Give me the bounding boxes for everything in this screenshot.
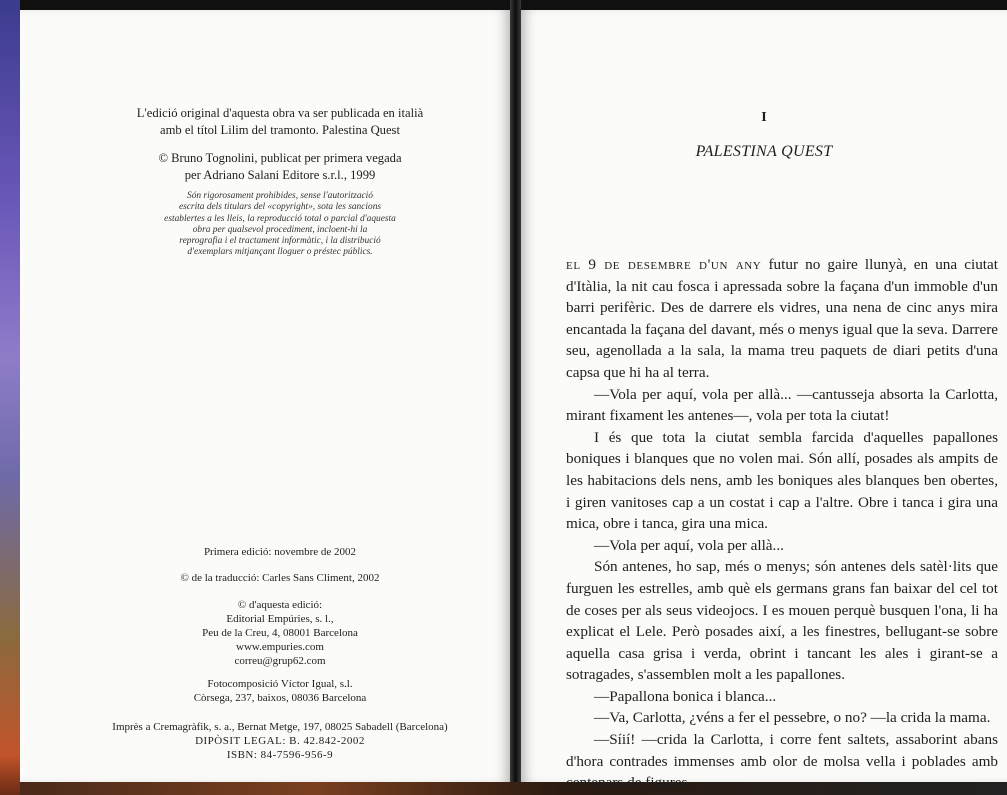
paragraph: —Papallona bonica i blanca... — [594, 687, 777, 705]
publisher-line: Peu de la Creu, 4, 08001 Barcelona — [202, 627, 358, 639]
rights-line: reprografia i el tractament informàtic, i la distribució — [179, 236, 381, 247]
left-page — [20, 10, 510, 782]
opening-smallcaps: el 9 de desembre d'un any — [566, 256, 762, 273]
publisher-line: © d'aquesta edició: — [237, 599, 323, 611]
paragraph: —Vola per aquí, vola per allà... — [594, 536, 784, 554]
chapter-number: I — [761, 110, 767, 125]
legal-deposit: DIPÒSIT LEGAL: B. 42.842-2002 — [195, 735, 365, 747]
rights-line: escrita dels titulars del «copyright», sota les sancions — [178, 202, 382, 213]
isbn: ISBN: 84-7596-956-9 — [226, 749, 334, 761]
paragraph: Són antenes, ho sap, més o menys; són antenes dels satèl·lits que furguen les estrelles, amb què els germans grans fan baixar del cel tot de coses per als seus videojocs. I es mouen perquè busquen l'ona, li ha explicat el Lele. Però posades així, a les finestres, bellugant-se sobre aquella casa grisa i verda, obrint i tancant les ales i girant-se a sotragades, s'assemblen molt a les papallones. — [566, 558, 998, 684]
copyright-line: © Bruno Tognolini, publicat per primera vegada — [158, 151, 402, 165]
original-edition-note — [80, 105, 480, 139]
original-edition-line: L'edició original d'aquesta obra va ser publicada en italià — [136, 106, 424, 120]
right-page — [521, 10, 1007, 792]
original-edition-text: amb el títol Lilim del tramonto. Palestina Quest — [160, 123, 400, 137]
printing-info — [100, 720, 460, 762]
typesetting-line: Còrsega, 237, baixos, 08036 Barcelona — [193, 692, 367, 704]
rights-line: d'exemplars mitjançant lloguer o préstec públics. — [187, 247, 373, 258]
paragraph: —Vola per aquí, vola per allà... —cantusseja absorta la Carlotta, mirant fixament les antenes—, vola per tota la ciutat! — [566, 385, 998, 425]
paragraph: —Va, Carlotta, ¿véns a fer el pessebre, o no? —la crida la mama. — [594, 709, 991, 727]
publisher-line: www.empuries.com — [236, 641, 324, 653]
chapter-body — [566, 254, 998, 794]
chapter-title: PALESTINA QUEST — [695, 143, 833, 160]
publisher-line: correu@grup62.com — [234, 655, 326, 667]
publisher-info — [80, 598, 480, 668]
rights-line: Són rigorosament prohibides, sense l'autorització — [187, 191, 373, 201]
translation-credit: © de la traducció: Carles Sans Climent, 2002 — [180, 572, 380, 584]
book-gutter — [510, 0, 521, 795]
paragraph: I és que tota la ciutat sembla farcida d'aquelles papallones boniques i blanques que no volen mai. Són allí, posades als ampits de les habitacions dels nens, amb les boniques ales blanques ben obertes, i giren vanitoses cap a un costat i cap a l'altre. Obre i tanca i gira una mica, obre i tanca, gira una mica. — [566, 428, 998, 533]
printer-line: Imprès a Cremagràfik, s. a., Bernat Metge, 197, 08025 Sabadell (Barcelona) — [112, 721, 448, 733]
typesetting-line: Fotocomposició Víctor Igual, s.l. — [207, 678, 353, 690]
rights-line: obra per qualsevol procediment, incloent-hi la — [192, 224, 368, 235]
publisher-line: Editorial Empúries, s. l., — [226, 613, 334, 625]
copyright-line: per Adriano Salani Editore s.r.l., 1999 — [184, 168, 376, 182]
typesetting-info — [80, 677, 480, 705]
paragraph-text: futur no gaire llunyà, en una ciutat d'Itàlia, la nit cau fosca i apressada sobre la façana d'un immoble d'un barri perifèric. Des de darrere els vidres, una nena de cinc anys mira encantada la façana del davant, més o menys igual que la seva. Darrere seu, agenollada a la sala, la mama treu paquets de diari petits d'una capsa que hi ha al terra. — [566, 256, 998, 381]
original-edition-line — [80, 122, 480, 139]
first-edition: Primera edició: novembre de 2002 — [203, 546, 357, 558]
paragraph: —Síií! —crida la Carlotta, i corre fent saltets, assaborint abans d'hora contrades immenses amb olor de molsa vella i poblades amb centenars de figures. — [566, 731, 998, 792]
rights-notice — [150, 191, 410, 259]
paragraph — [566, 254, 998, 384]
copyright-note — [80, 150, 480, 184]
book-cover-edge — [0, 0, 20, 795]
rights-line: establertes a les lleis, la reproducció total o parcial d'aquesta — [164, 213, 396, 224]
